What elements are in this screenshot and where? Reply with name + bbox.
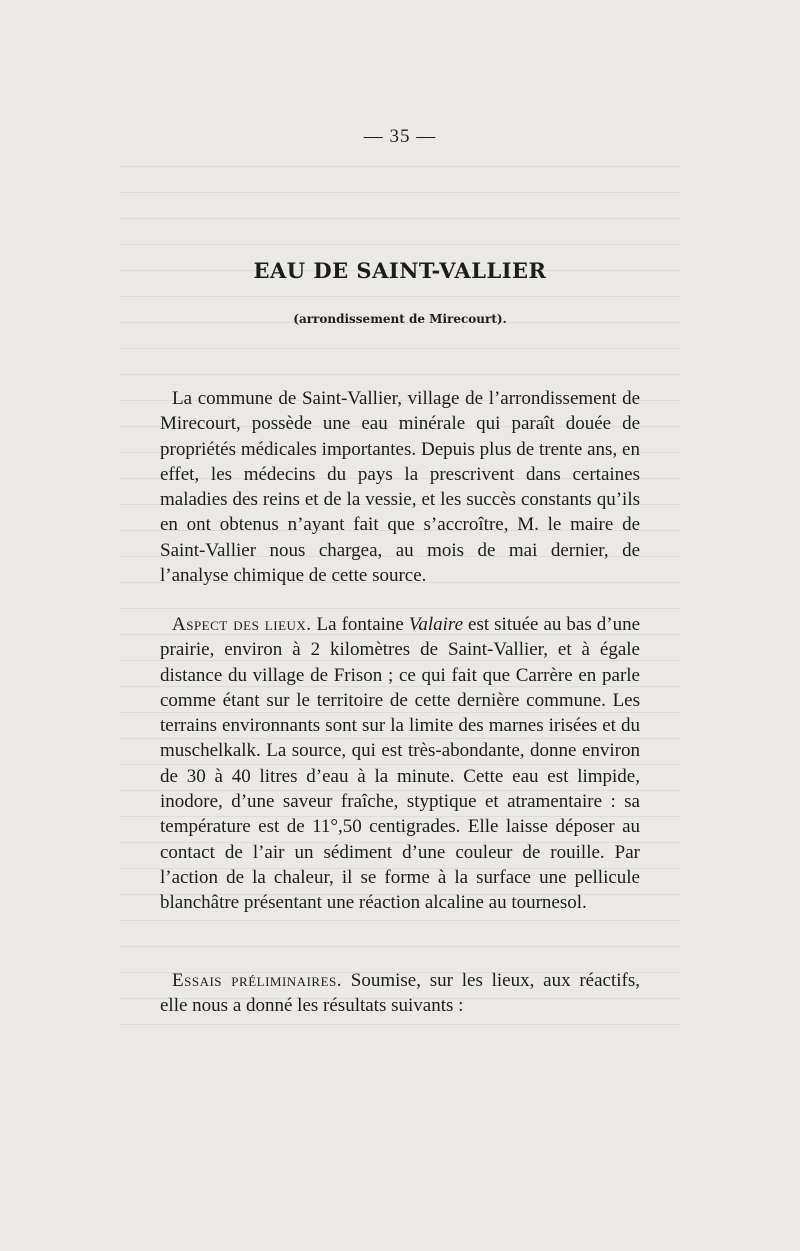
paragraph-aspect-lead: Aspect des lieux.: [172, 614, 312, 635]
paragraph-aspect: [160, 612, 640, 916]
page-subtitle: (arrondissement de Mirecourt).: [293, 312, 507, 326]
page-title: EAU DE SAINT-VALLIER: [253, 258, 547, 283]
paragraph-aspect-text-b: est située au bas d’une prairie, environ à 2 kilomètres de Saint-Vallier, et à égale distance du village de Frison ; ce qui fait que Carrère en parle comme étant sur le territoire de cette dernière commune. Les terrains environnants sont sur la limite des marnes irisées et du muschelkalk. La source, qui est très-abondante, donne environ de 30 à 40 litres d’eau à la minute. Cette eau est limpide, inodore, d’une saveur fraîche, styptique et atramentaire : sa température est de 11°,50 centigrades. Elle laisse déposer au contact de l’air un sédiment d’une couleur de rouille. Par l’action de la chaleur, il se forme à la surface une pellicule blanchâtre présentant une réaction alcaline au tournesol.: [160, 614, 641, 914]
paragraph-aspect-italic: Valaire: [408, 614, 464, 635]
paragraph-essais-lead: Essais préliminaires.: [172, 970, 342, 991]
paragraph-aspect-text-a: La fontaine: [311, 614, 409, 635]
paragraph-intro: La commune de Saint-Vallier, village de l’arrondissement de Mirecourt, possède une eau minérale qui paraît douée de propriétés médicales importantes. Depuis plus de trente ans, en effet, les médecins du pays la prescrivent dans certaines maladies des reins et de la vessie, et les succès constants qu’ils en ont obtenus n’ayant fait que s’accroître, M. le maire de Saint-Vallier nous chargea, au mois de mai dernier, de l’analyse chimique de cette source.: [160, 388, 640, 587]
paragraph-essais: [160, 968, 640, 1019]
paragraph-essais-text: Soumise, sur les lieux, aux réactifs, elle nous a donné les résultats suivants :: [160, 970, 641, 1017]
page-number: — 35 —: [363, 126, 437, 147]
